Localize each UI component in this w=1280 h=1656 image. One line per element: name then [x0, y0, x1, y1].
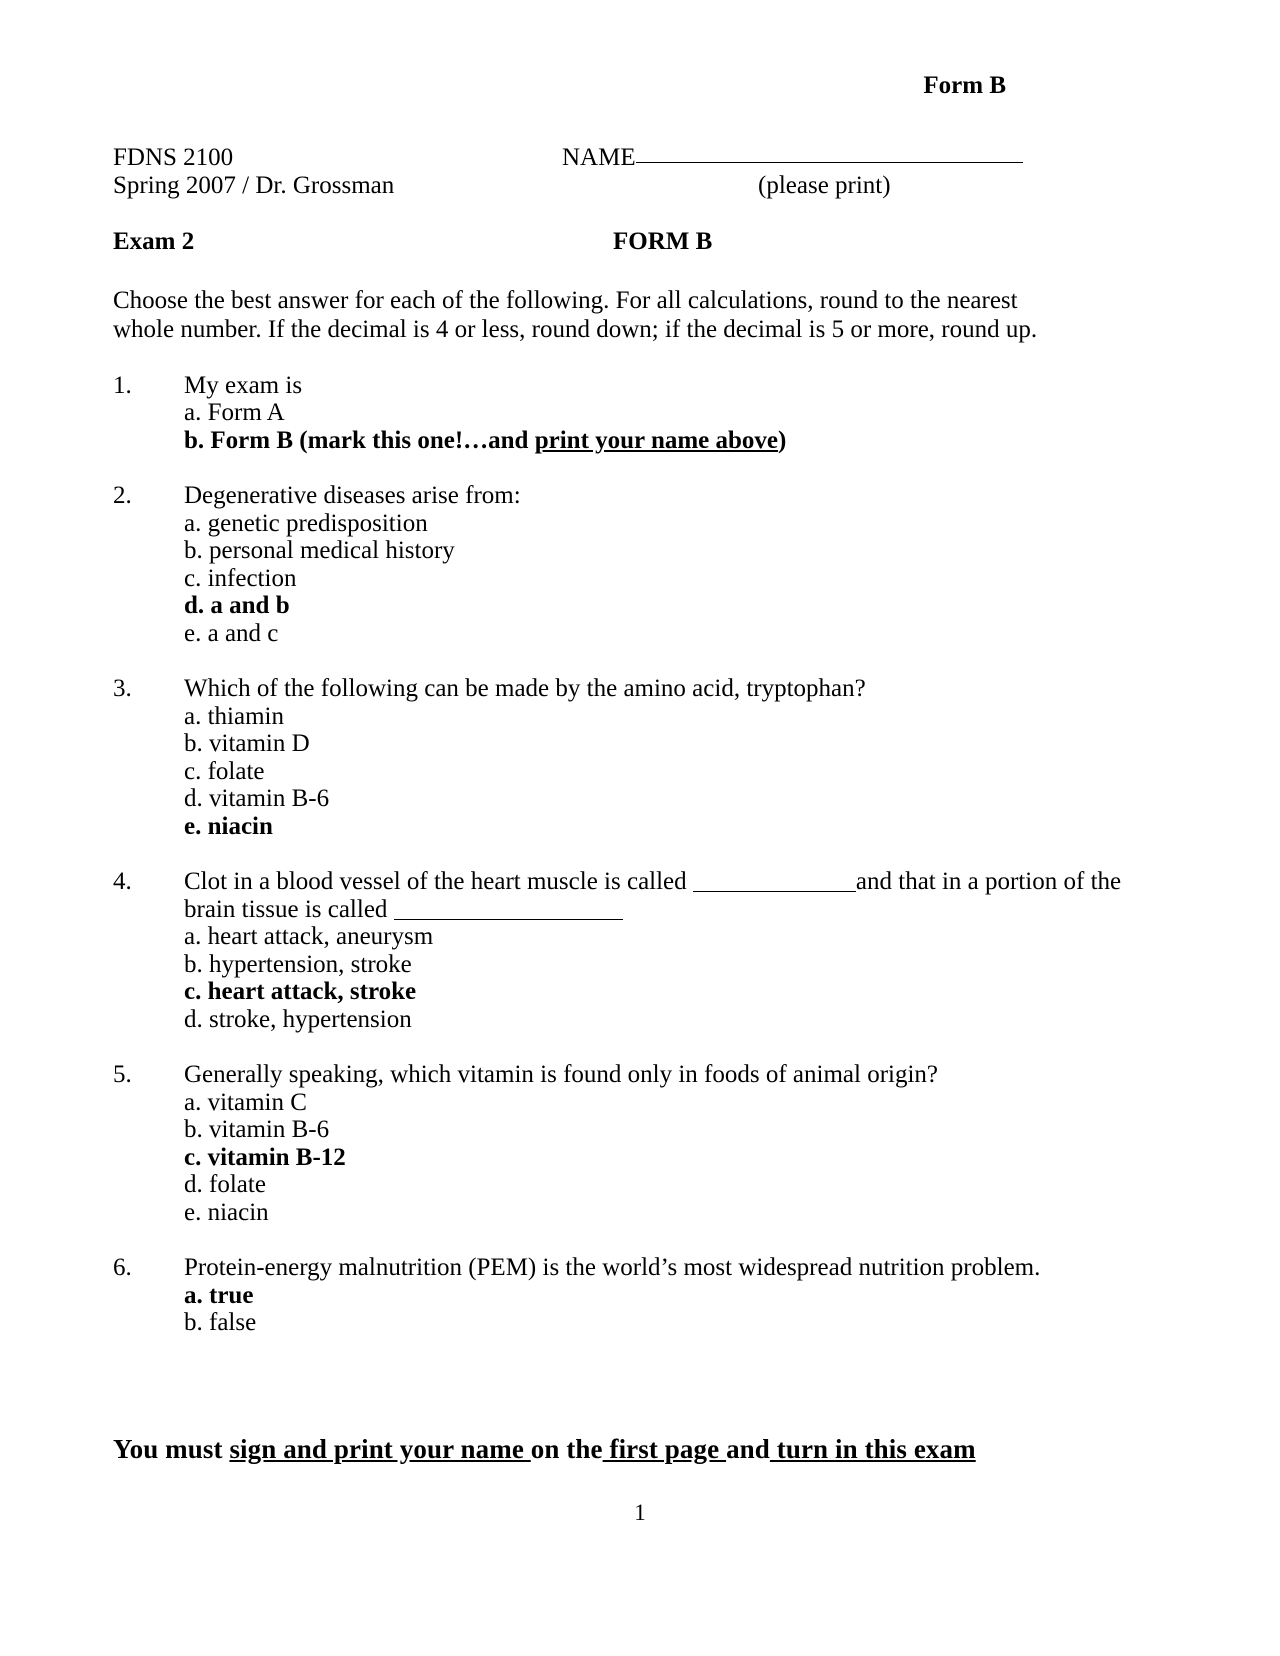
footer-segment-2: on the: [530, 1433, 603, 1464]
question-1-body: [184, 372, 1168, 455]
question-4-stem-part1: Clot in a blood vessel of the heart muscle is called: [184, 868, 693, 895]
question-3-option-a[interactable]: a. thiamin: [184, 702, 284, 730]
question-6-option-b[interactable]: b. false: [184, 1309, 257, 1336]
question-5-body: [184, 1061, 1168, 1226]
footer-segment-3: first page: [602, 1433, 727, 1464]
instructions-paragraph: Choose the best answer for each of the following. For all calculations, round to the nearest whole number. If the decimal is 4 or less, round down; if the decimal is 5 or more, round up.: [113, 286, 1038, 343]
question-4: [113, 868, 1168, 1033]
question-6: [113, 1254, 1168, 1337]
question-4-blank-1[interactable]: [693, 872, 856, 892]
question-1: [113, 372, 1168, 455]
question-3-number: 3.: [113, 675, 132, 702]
question-2-option-d[interactable]: d. a and b: [184, 592, 290, 619]
page-number: 1: [634, 1500, 646, 1525]
question-2-number: 2.: [113, 482, 132, 509]
question-4-number: 4.: [113, 868, 132, 895]
question-6-number: 6.: [113, 1254, 132, 1281]
question-5-option-b[interactable]: b. vitamin B-6: [184, 1116, 330, 1143]
question-5-number: 5.: [113, 1061, 132, 1088]
question-4-option-b[interactable]: b. hypertension, stroke: [184, 950, 412, 978]
question-5: [113, 1061, 1168, 1226]
name-label: NAME: [562, 143, 636, 171]
form-tag: Form B: [923, 72, 1006, 99]
question-6-stem: Protein-energy malnutrition (PEM) is the world’s most widespread nutrition problem.: [184, 1254, 1041, 1281]
question-2-body: [184, 482, 1168, 647]
term-instructor: Spring 2007 / Dr. Grossman: [113, 171, 395, 199]
question-1-number: 1.: [113, 371, 132, 399]
footer-segment-1: sign and print your name: [229, 1433, 531, 1464]
question-4-option-c[interactable]: c. heart attack, stroke: [184, 978, 417, 1005]
question-5-stem: Generally speaking, which vitamin is found only in foods of animal origin?: [184, 1061, 939, 1088]
question-2-stem: Degenerative diseases arise from:: [184, 482, 521, 509]
question-4-stem: [184, 868, 1168, 923]
question-5-option-c[interactable]: c. vitamin B-12: [184, 1143, 346, 1171]
question-3: [113, 675, 1168, 840]
question-4-option-d[interactable]: d. stroke, hypertension: [184, 1005, 412, 1033]
question-5-option-d[interactable]: d. folate: [184, 1171, 266, 1198]
question-2: [113, 482, 1168, 647]
footer-segment-5: turn in this exam: [769, 1433, 976, 1464]
exam-label: Exam 2: [113, 227, 195, 255]
please-print-note: (please print): [758, 171, 891, 199]
name-write-in-rule[interactable]: [636, 162, 1023, 163]
question-5-option-e[interactable]: e. niacin: [184, 1198, 269, 1226]
course-code: FDNS 2100: [113, 143, 234, 171]
question-1-option-b-suffix: ): [778, 426, 787, 454]
question-2-option-b[interactable]: b. personal medical history: [184, 537, 455, 564]
question-6-body: [184, 1254, 1168, 1337]
question-3-body: [184, 675, 1168, 840]
footer-segment-0: You must: [113, 1433, 230, 1464]
question-1-option-b-lead: b. Form B (mark this one!…and: [184, 426, 535, 454]
question-1-option-a[interactable]: a. Form A: [184, 399, 285, 426]
question-2-option-e[interactable]: e. a and c: [184, 619, 279, 647]
footer-segment-4: and: [726, 1433, 770, 1464]
question-1-stem: My exam is: [184, 371, 303, 399]
question-1-option-b[interactable]: [184, 427, 1168, 455]
question-4-blank-2[interactable]: [394, 900, 623, 920]
question-3-option-d[interactable]: d. vitamin B-6: [184, 785, 330, 812]
question-4-option-a[interactable]: a. heart attack, aneurysm: [184, 923, 434, 950]
question-3-option-e[interactable]: e. niacin: [184, 812, 273, 840]
course-header-block: [113, 144, 1168, 202]
question-6-option-a[interactable]: a. true: [184, 1281, 254, 1309]
question-1-option-b-underlined: print your name above: [534, 426, 779, 454]
question-3-option-b[interactable]: b. vitamin D: [184, 730, 310, 757]
question-5-option-a[interactable]: a. vitamin C: [184, 1088, 307, 1116]
form-label: FORM B: [613, 227, 713, 255]
question-4-stem-part2: and that in a portion of the brain tissue is called: [184, 868, 1122, 923]
name-field-row: [562, 144, 1023, 172]
page-content: [113, 0, 1168, 1465]
question-2-option-c[interactable]: c. infection: [184, 564, 297, 592]
question-4-body: [184, 868, 1168, 1033]
question-3-option-c[interactable]: c. folate: [184, 757, 265, 785]
question-3-stem: Which of the following can be made by the amino acid, tryptophan?: [184, 675, 866, 702]
question-2-option-a[interactable]: a. genetic predisposition: [184, 509, 428, 537]
exam-title-row: [113, 228, 1168, 258]
footer-instruction: [113, 1433, 1168, 1465]
